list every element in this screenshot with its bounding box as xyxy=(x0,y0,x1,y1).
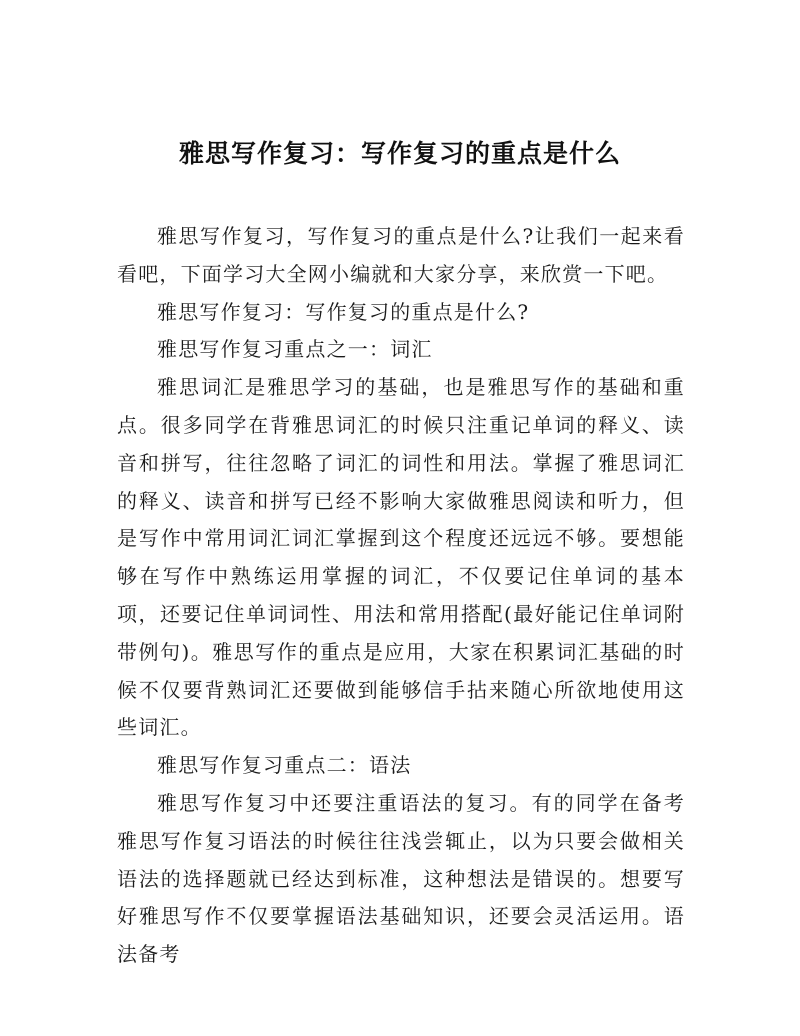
document-title: 雅思写作复习：写作复习的重点是什么 xyxy=(178,139,621,168)
document-body xyxy=(117,218,685,974)
paragraph-subtitle: 雅思写作复习：写作复习的重点是什么? xyxy=(157,299,530,324)
paragraph-grammar: 雅思写作复习中还要注重语法的复习。有的同学在备考雅思写作复习语法的时候往往浅尝辄止，以为只要会做相关语法的选择题就已经达到标准，这种想法是错误的。想要写好雅思写作不仅要掌握语法基础知识，还要会灵活运用。语法备考 xyxy=(117,790,685,967)
paragraph-intro: 雅思写作复习，写作复习的重点是什么?让我们一起来看看吧，下面学习大全网小编就和大家分享，来欣赏一下吧。 xyxy=(117,224,685,286)
section-heading-grammar: 雅思写作复习重点二：语法 xyxy=(157,753,412,778)
paragraph-vocabulary: 雅思词汇是雅思学习的基础，也是雅思写作的基础和重点。很多同学在背雅思词汇的时候只注重记单词的释义、读音和拼写，往往忽略了词汇的词性和用法。掌握了雅思词汇的释义、读音和拼写已经不影响大家做雅思阅读和听力，但是写作中常用词汇词汇掌握到这个程度还远远不够。要想能够在写作中熟练运用掌握的词汇，不仅要记住单词的基本项，还要记住单词词性、用法和常用搭配(最好能记住单词附带例句)。雅思写作的重点是应用，大家在积累词汇基础的时候不仅要背熟词汇还要做到能够信手拈来随心所欲地使用这些词汇。 xyxy=(117,375,685,740)
section-heading-vocabulary: 雅思写作复习重点之一：词汇 xyxy=(157,337,433,362)
